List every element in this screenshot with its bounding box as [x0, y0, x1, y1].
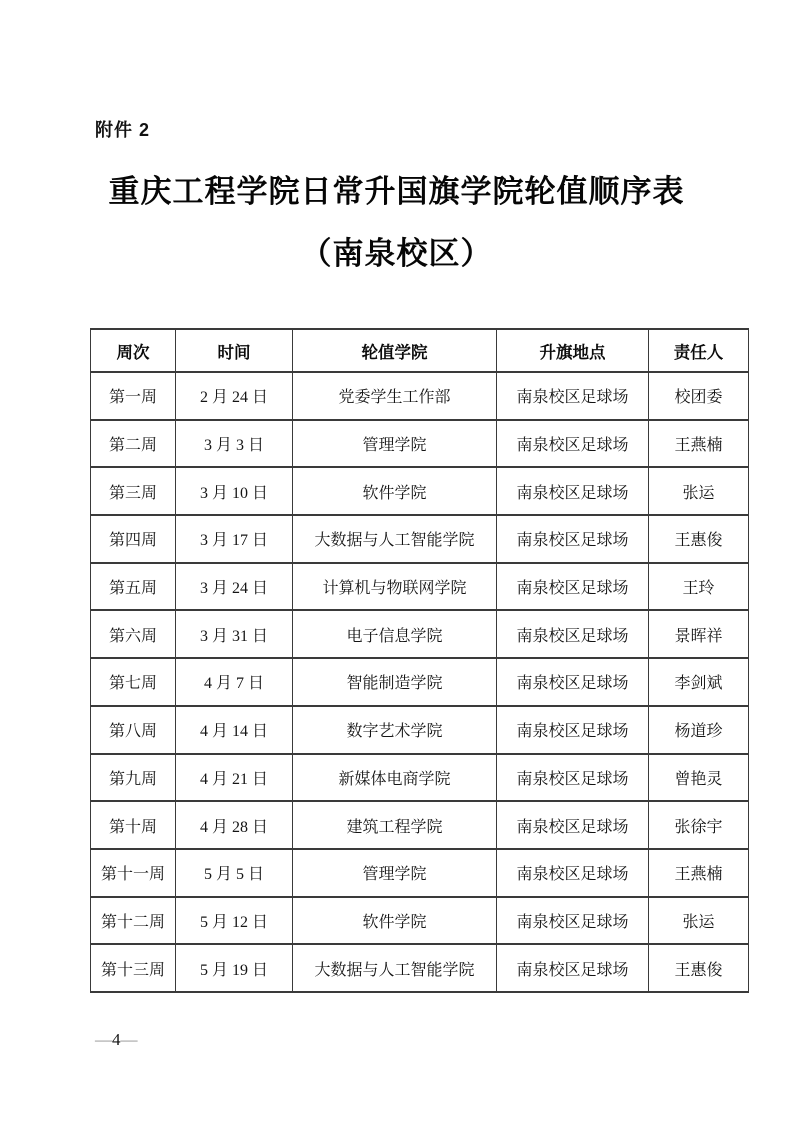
table-row	[91, 420, 749, 468]
table-cell: 校团委	[649, 372, 749, 420]
table-row	[91, 849, 749, 897]
table-cell: 南泉校区足球场	[497, 801, 649, 849]
table-cell: 第十周	[91, 801, 176, 849]
table-row	[91, 706, 749, 754]
table-cell: 管理学院	[293, 849, 497, 897]
table-cell: 南泉校区足球场	[497, 658, 649, 706]
table-cell: 第二周	[91, 420, 176, 468]
table-header-row	[91, 329, 749, 372]
table-cell: 3 月 3 日	[176, 420, 293, 468]
table-cell: 南泉校区足球场	[497, 467, 649, 515]
duty-table-body	[91, 372, 749, 992]
attachment-label: 附件 2	[95, 120, 151, 140]
table-cell: 3 月 10 日	[176, 467, 293, 515]
table-cell: 南泉校区足球场	[497, 420, 649, 468]
table-cell: 南泉校区足球场	[497, 372, 649, 420]
table-cell: 王玲	[649, 563, 749, 611]
table-cell: 南泉校区足球场	[497, 944, 649, 992]
table-cell: 第三周	[91, 467, 176, 515]
table-cell: 软件学院	[293, 897, 497, 945]
page-number-value: 4	[112, 1030, 121, 1049]
table-cell: 南泉校区足球场	[497, 610, 649, 658]
table-cell: 王燕楠	[649, 420, 749, 468]
table-row	[91, 754, 749, 802]
table-row	[91, 563, 749, 611]
table-cell: 李剑斌	[649, 658, 749, 706]
table-cell: 第一周	[91, 372, 176, 420]
table-cell: 5 月 5 日	[176, 849, 293, 897]
table-cell: 数字艺术学院	[293, 706, 497, 754]
table-cell: 5 月 12 日	[176, 897, 293, 945]
table-cell: 3 月 31 日	[176, 610, 293, 658]
column-header-college: 轮值学院	[293, 329, 497, 372]
table-row	[91, 610, 749, 658]
table-cell: 景晖祥	[649, 610, 749, 658]
table-row	[91, 515, 749, 563]
table-cell: 建筑工程学院	[293, 801, 497, 849]
table-cell: 杨道珍	[649, 706, 749, 754]
table-row	[91, 467, 749, 515]
table-cell: 第五周	[91, 563, 176, 611]
duty-rotation-table	[90, 328, 749, 993]
table-cell: 2 月 24 日	[176, 372, 293, 420]
table-cell: 5 月 19 日	[176, 944, 293, 992]
table-cell: 4 月 14 日	[176, 706, 293, 754]
table-cell: 南泉校区足球场	[497, 563, 649, 611]
page-title: 重庆工程学院日常升国旗学院轮值顺序表	[108, 174, 685, 209]
table-cell: 第九周	[91, 754, 176, 802]
column-header-location: 升旗地点	[497, 329, 649, 372]
table-cell: 第十二周	[91, 897, 176, 945]
table-cell: 第四周	[91, 515, 176, 563]
table-cell: 3 月 17 日	[176, 515, 293, 563]
table-cell: 南泉校区足球场	[497, 706, 649, 754]
table-cell: 王惠俊	[649, 944, 749, 992]
table-cell: 第十一周	[91, 849, 176, 897]
column-header-date: 时间	[176, 329, 293, 372]
table-cell: 3 月 24 日	[176, 563, 293, 611]
table-cell: 张运	[649, 467, 749, 515]
table-cell: 南泉校区足球场	[497, 754, 649, 802]
table-row	[91, 658, 749, 706]
table-cell: 第六周	[91, 610, 176, 658]
table-row	[91, 801, 749, 849]
table-cell: 大数据与人工智能学院	[293, 515, 497, 563]
table-cell: 大数据与人工智能学院	[293, 944, 497, 992]
page-number	[95, 1030, 138, 1050]
column-header-week: 周次	[91, 329, 176, 372]
table-cell: 南泉校区足球场	[497, 849, 649, 897]
table-cell: 曾艳灵	[649, 754, 749, 802]
table-cell: 软件学院	[293, 467, 497, 515]
table-cell: 4 月 7 日	[176, 658, 293, 706]
table-cell: 王惠俊	[649, 515, 749, 563]
table-cell: 南泉校区足球场	[497, 897, 649, 945]
table-cell: 第八周	[91, 706, 176, 754]
column-header-responsible: 责任人	[649, 329, 749, 372]
page-subtitle: （南泉校区）	[300, 236, 493, 271]
page-number-dash-left: —	[95, 1030, 112, 1049]
table-row	[91, 897, 749, 945]
table-cell: 第十三周	[91, 944, 176, 992]
table-cell: 王燕楠	[649, 849, 749, 897]
table-cell: 张运	[649, 897, 749, 945]
table-cell: 计算机与物联网学院	[293, 563, 497, 611]
table-cell: 党委学生工作部	[293, 372, 497, 420]
table-cell: 南泉校区足球场	[497, 515, 649, 563]
table-cell: 智能制造学院	[293, 658, 497, 706]
table-cell: 4 月 28 日	[176, 801, 293, 849]
table-cell: 4 月 21 日	[176, 754, 293, 802]
table-cell: 张徐宇	[649, 801, 749, 849]
table-cell: 管理学院	[293, 420, 497, 468]
page-number-dash-right: —	[120, 1030, 138, 1049]
table-cell: 电子信息学院	[293, 610, 497, 658]
table-row	[91, 372, 749, 420]
table-cell: 第七周	[91, 658, 176, 706]
table-row	[91, 944, 749, 992]
table-cell: 新媒体电商学院	[293, 754, 497, 802]
